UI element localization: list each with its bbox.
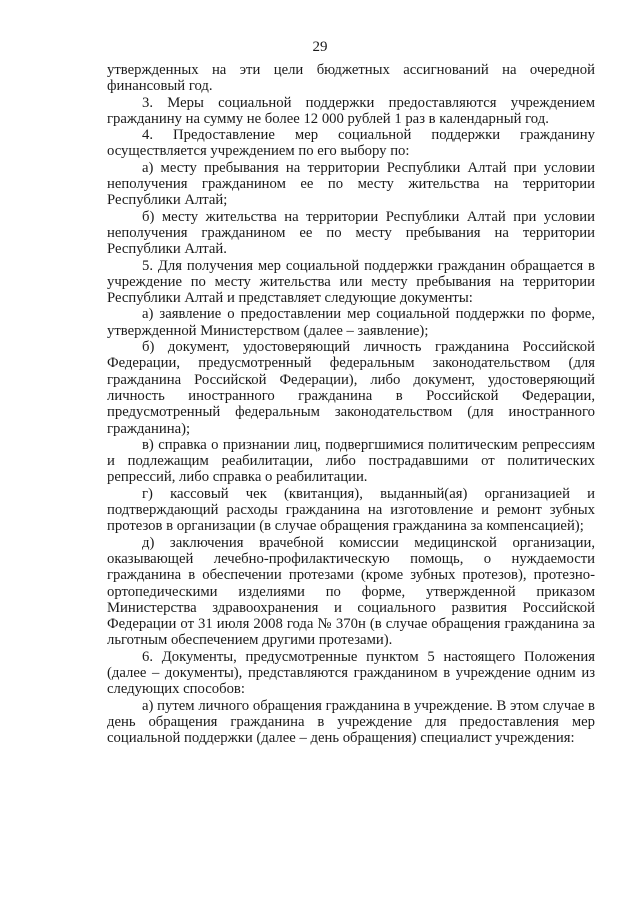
paragraph-item-5g: г) кассовый чек (квитанция), выданный(ая) организацией и подтверждающий расходы гражданина на изготовление и ремонт зубных протезов в организации (в случае обращения гражданина за компенсацией);	[107, 485, 595, 535]
page-number: 29	[312, 39, 328, 55]
paragraph-item-6a: а) путем личного обращения гражданина в учреждение. В этом случае в день обращения гражданина в учреждение для предоставления мер социальной поддержки (далее – день обращения) специалист учреждения:	[107, 697, 595, 747]
paragraph-item-3: 3. Меры социальной поддержки предоставляются учреждением гражданину на сумму не более 12 000 рублей 1 раз в календарный год.	[107, 94, 595, 127]
paragraph-continuation: утвержденных на эти цели бюджетных ассигнований на очередной финансовый год.	[107, 62, 595, 95]
document-body	[107, 62, 595, 746]
paragraph-item-4: 4. Предоставление мер социальной поддержки гражданину осуществляется учреждением по его выбору по:	[107, 127, 595, 160]
paragraph-item-4b: б) месту жительства на территории Республики Алтай при условии неполучения гражданином ее по месту пребывания на территории Республики Алтай.	[107, 208, 595, 258]
paragraph-item-5v: в) справка о признании лиц, подвергшимися политическим репрессиям и подлежащим реабилитации, либо пострадавшими от политических репрессий, либо справка о реабилитации.	[107, 436, 595, 486]
paragraph-item-5d: д) заключения врачебной комиссии медицинской организации, оказывающей лечебно-профилактическую помощь, о нуждаемости гражданина в обеспечении протезами (кроме зубных протезов), протезно-ортопедическими изделиями по форме, утвержденной приказом Министерства здравоохранения и социального развития Российской Федерации от 31 июля 2008 года № 370н (в случае обращения гражданина за льготным обеспечением другими протезами).	[107, 534, 595, 649]
paragraph-item-4a: а) месту пребывания на территории Республики Алтай при условии неполучения гражданином ее по месту жительства на территории Республики Алтай;	[107, 159, 595, 209]
paragraph-item-5b: б) документ, удостоверяющий личность гражданина Российской Федерации, предусмотренный федеральным законодательством (для гражданина Российской Федерации), либо документ, удостоверяющий личность иностранного гражданина в Российской Федерации, предусмотренный федеральным законодательством (для иностранного гражданина);	[107, 339, 595, 437]
paragraph-item-5a: а) заявление о предоставлении мер социальной поддержки по форме, утвержденной Министерством (далее – заявление);	[107, 306, 595, 339]
paragraph-item-6: 6. Документы, предусмотренные пунктом 5 настоящего Положения (далее – документы), представляются гражданином в учреждение одним из следующих способов:	[107, 648, 595, 698]
paragraph-item-5: 5. Для получения мер социальной поддержки гражданин обращается в учреждение по месту жительства или месту пребывания на территории Республики Алтай и представляет следующие документы:	[107, 257, 595, 307]
